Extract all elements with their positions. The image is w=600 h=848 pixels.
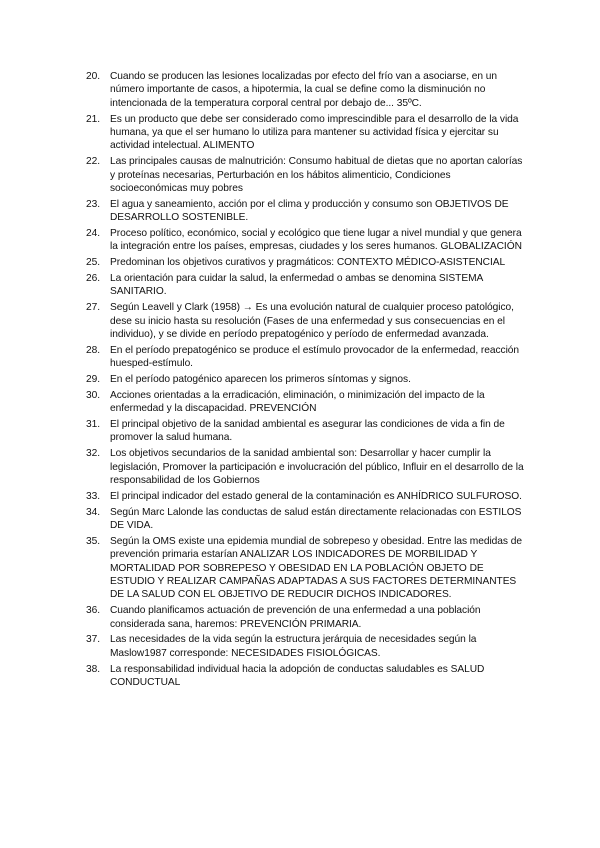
item-text: La responsabilidad individual hacia la adopción de conductas saludables es SALUD CONDUCTUAL (110, 663, 485, 689)
item-text: Cuando planificamos actuación de prevención de una enfermedad a una población considerada sana, haremos: PREVENCIÓN PRIMARIA. (110, 605, 481, 630)
list-item (86, 490, 526, 503)
item-number: 36. (86, 605, 101, 617)
item-text: Las necesidades de la vida según la estructura jerárquia de necesidades según la Maslow1987 corresponde: NECESIDADES FISIOLÓGICAS. (110, 634, 477, 659)
item-number: 20. (86, 71, 101, 82)
list-item (86, 344, 526, 371)
item-text: Los objetivos secundarios de la sanidad ambiental son: Desarrollar y hacer cumplir la legislación, Promover la participación e involucración del público, Influir en el desarrollo de la responsabilidad de los Gobiernos (110, 448, 524, 487)
list-item (86, 113, 526, 153)
item-number: 34. (86, 506, 101, 518)
list-item (86, 373, 526, 386)
item-text: Según la OMS existe una epidemia mundial de sobrepeso y obesidad. Entre las medidas de prevención primaria estarían ANALIZAR LOS INDICADORES DE MORBILIDAD Y MORTALIDAD POR SOBREPESO Y OBESIDAD EN LA POBLACIÓN OBJETO DE ESTUDIO Y REALIZAR CAMPAÑAS ADAPTADAS A SUS FACTORES DETERMINANTES DE LA SALUD CON EL OBJETIVO DE REDUCIR DICHOS INDICADORES. (110, 535, 522, 601)
item-number: 27. (86, 302, 101, 314)
item-text: En el período prepatogénico se produce el estímulo provocador de la enfermedad, reacción huesped-estímulo. (110, 344, 520, 370)
item-text: Proceso político, económico, social y ecológico que tiene lugar a nivel mundial y que genera la integración entre los países, empresas, ciudades y los seres humanos. GLOBALIZACIÓN (110, 228, 522, 253)
list-item (86, 198, 526, 225)
item-text: En el período patogénico aparecen los primeros síntomas y signos. (110, 374, 411, 386)
item-text: La orientación para cuidar la salud, la enfermedad o ambas se denomina SISTEMA SANITARIO. (110, 273, 483, 298)
item-text: El principal objetivo de la sanidad ambiental es asegurar las condiciones de vida a fin de promover la salud humana. (110, 419, 505, 444)
list-item (86, 227, 526, 254)
list-item (86, 70, 526, 110)
list-item (86, 256, 526, 269)
item-number: 30. (86, 389, 101, 401)
item-text: El principal indicador del estado general de la contaminación es ANHÍDRICO SULFUROSO. (110, 490, 522, 502)
item-text: Es un producto que debe ser considerado como imprescindible para el desarrollo de la vida humana, ya que el ser humano lo utiliza para mantener su actividad física y ejercitar su actividad intelectual. ALIMENTO (110, 113, 519, 152)
item-number: 29. (86, 374, 101, 386)
list-item (86, 633, 526, 660)
list-item (86, 272, 526, 299)
item-number: 24. (86, 228, 101, 240)
item-number: 35. (86, 535, 101, 547)
item-text: Según Leavell y Clark (1958) → Es una evolución natural de cualquier proceso patológico, dese su inicio hasta su resolución (Fases de una enfermedad y sus consecuencias en el individuo), y se divide en período prepatogénico y período de enfermedad avanzada. (110, 302, 514, 341)
item-number: 37. (86, 634, 101, 646)
item-text: Las principales causas de malnutrición: Consumo habitual de dietas que no aportan calorías y proteínas necesarias, Perturbación en los hábitos alimenticio, Condiciones socioeconómicas muy pobres (110, 156, 523, 195)
item-number: 23. (86, 198, 101, 210)
list-item (86, 535, 526, 602)
item-text: Acciones orientadas a la erradicación, eliminación, o minimización del impacto de la enfermedad y la discapacidad. PREVENCIÓN (110, 389, 485, 415)
list-item (86, 506, 526, 533)
list-item (86, 447, 526, 487)
list-item (86, 301, 526, 341)
question-list (86, 70, 526, 692)
list-item (86, 604, 526, 631)
item-text: Cuando se producen las lesiones localizadas por efecto del frío van a asociarse, en un número importante de casos, a hipotermia, la cual se define como la disminución no intencionada de la temperatura corporal central por debajo de... 35ºC. (110, 71, 498, 109)
item-number: 22. (86, 156, 101, 168)
item-text: Predominan los objetivos curativos y pragmáticos: CONTEXTO MÉDICO-ASISTENCIAL (110, 257, 506, 269)
item-text: Según Marc Lalonde las conductas de salud están directamente relacionadas con ESTILOS DE VIDA. (110, 506, 522, 532)
item-number: 25. (86, 257, 101, 269)
item-number: 28. (86, 344, 101, 356)
list-item (86, 155, 526, 195)
item-number: 21. (86, 113, 101, 125)
list-item (86, 389, 526, 416)
item-number: 38. (86, 663, 101, 675)
item-number: 26. (86, 273, 101, 285)
item-text: El agua y saneamiento, acción por el clima y producción y consumo son OBJETIVOS DE DESARROLLO SOSTENIBLE. (110, 198, 509, 224)
list-item (86, 663, 526, 690)
list-item (86, 418, 526, 445)
item-number: 33. (86, 490, 101, 502)
item-number: 31. (86, 419, 101, 431)
item-number: 32. (86, 448, 101, 460)
